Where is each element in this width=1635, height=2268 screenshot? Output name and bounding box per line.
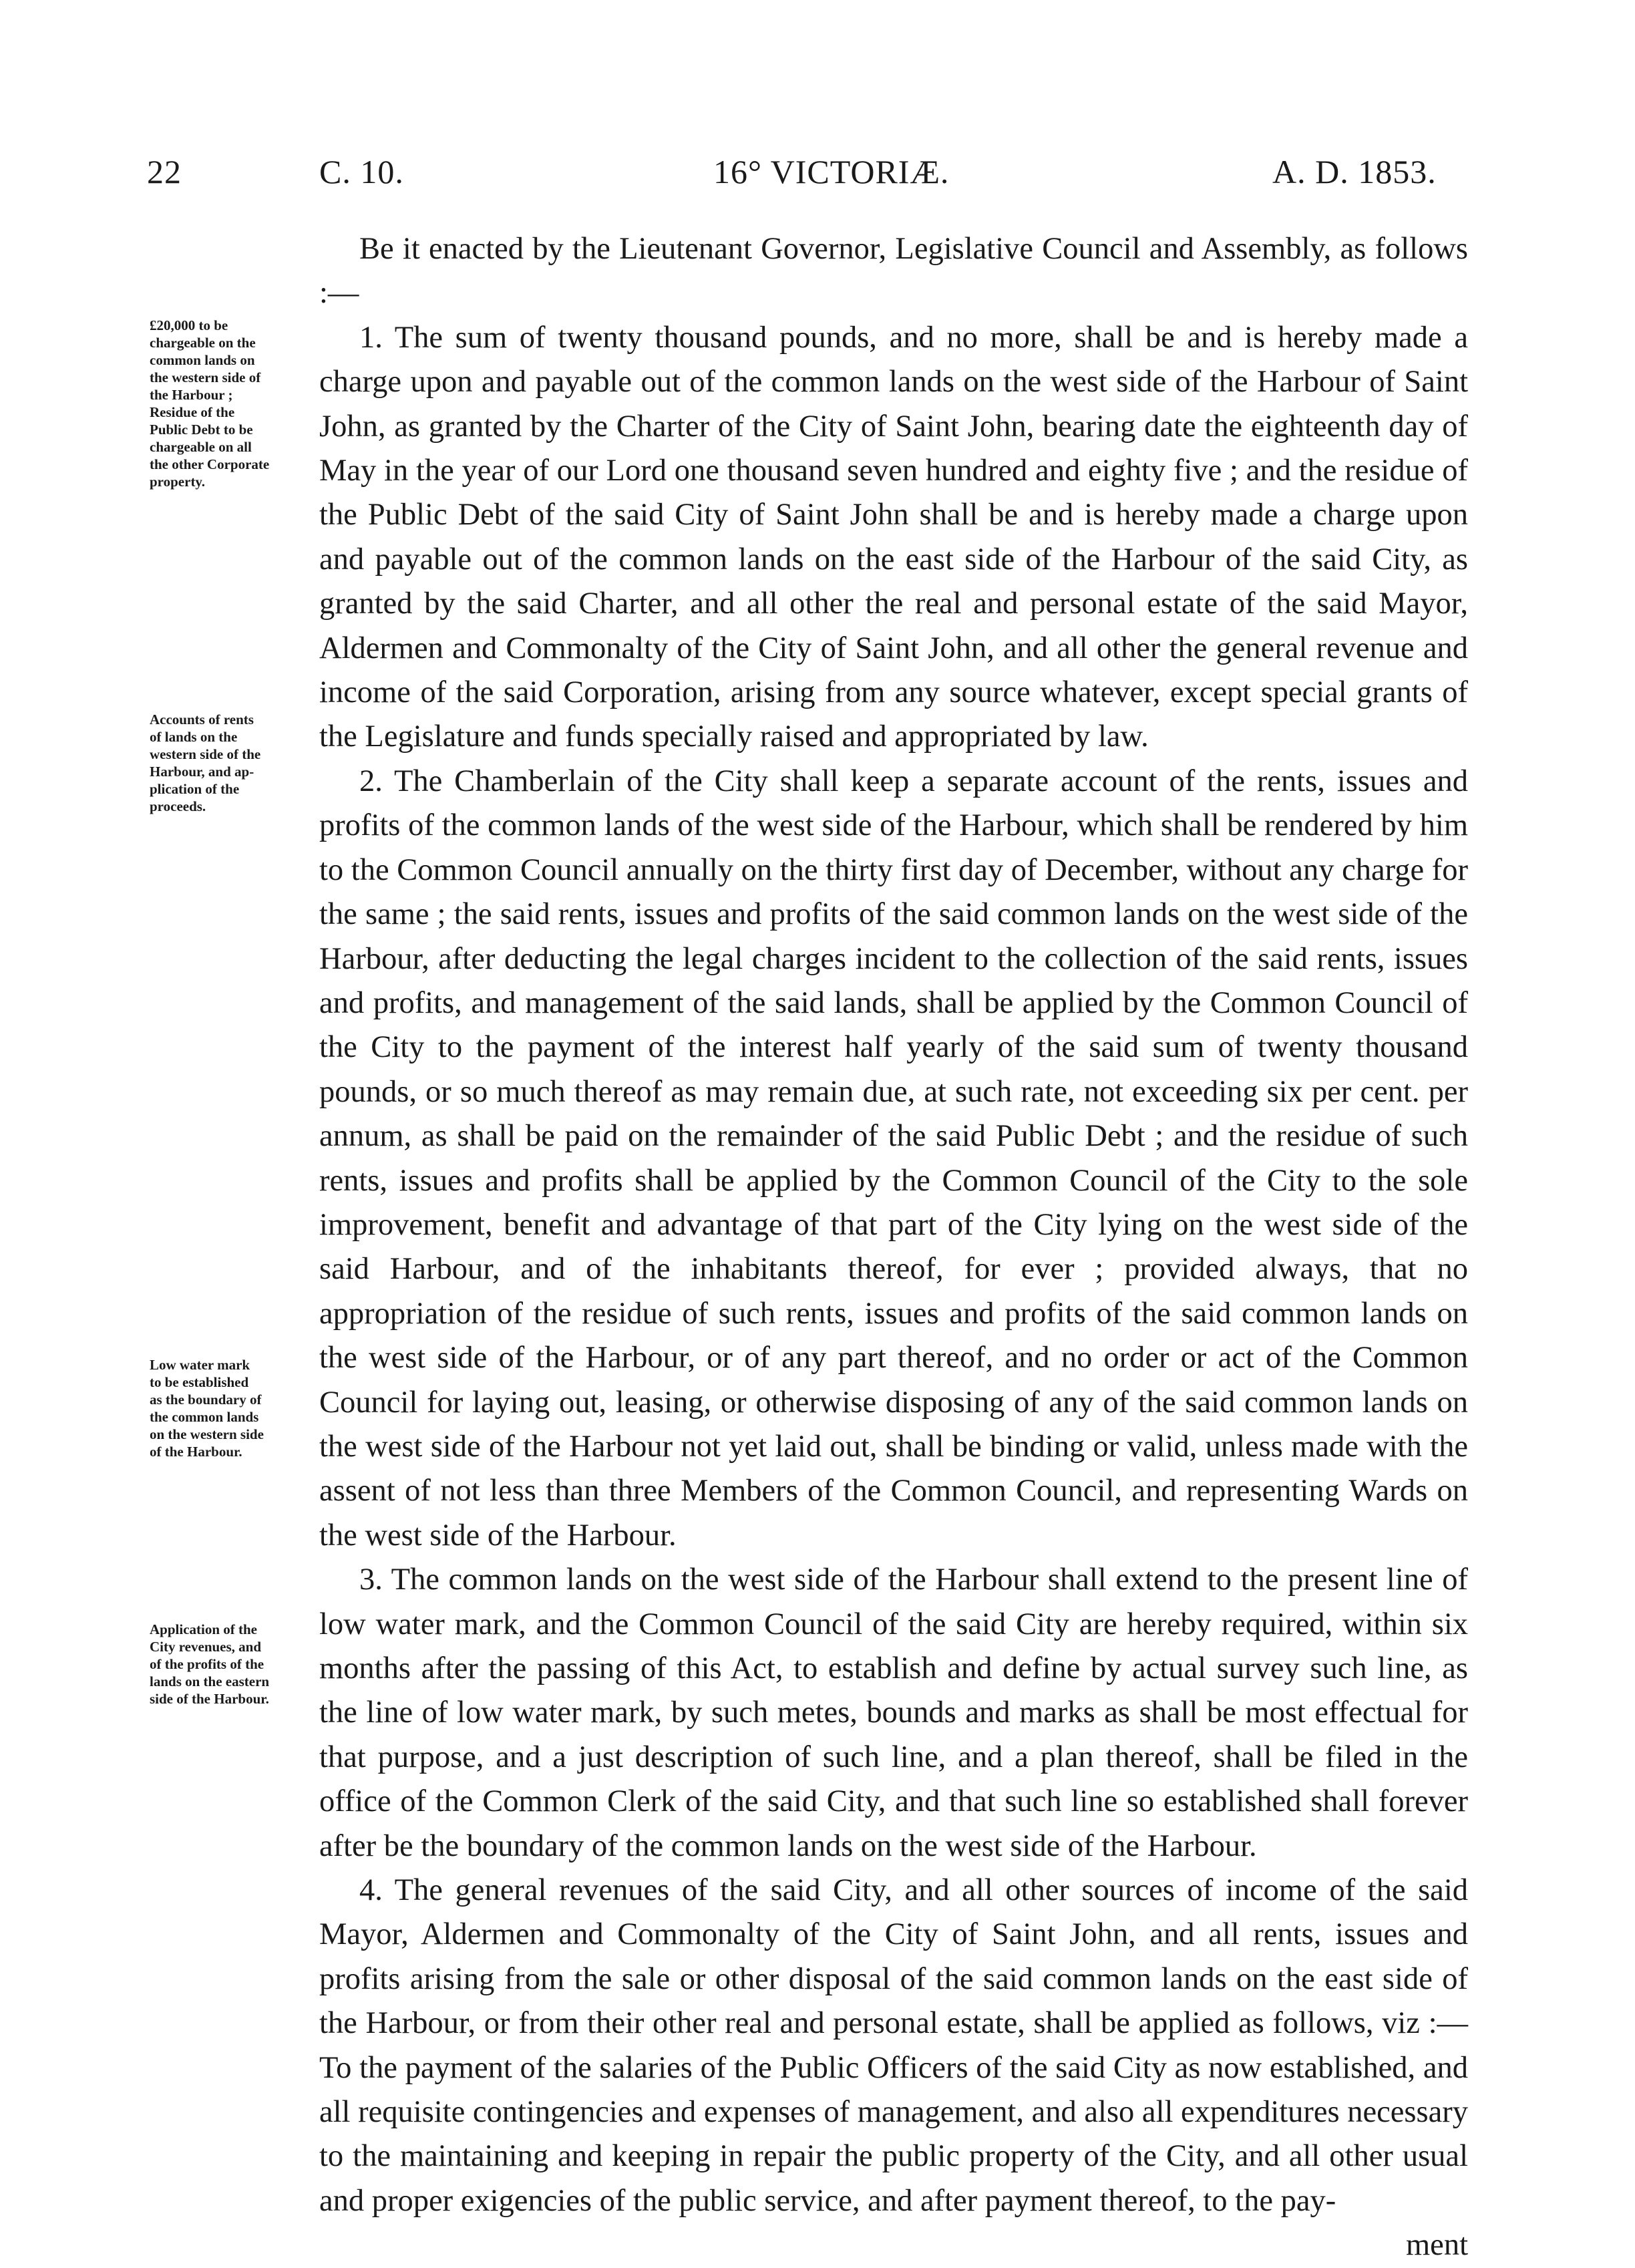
page-number: 22 (147, 153, 182, 190)
marginal-note-section-2: Accounts of rents of lands on the western side of the Harbour, and ap- plication of the proceeds. (150, 711, 261, 814)
marginal-note-section-3: Low water mark to be established as the boundary of the common lands on the western side of the Harbour. (150, 1357, 264, 1460)
enacting-clause: Be it enacted by the Lieutenant Governor, Legislative Council and Assembly, as follows :— (319, 232, 1468, 311)
statute-body (319, 227, 1468, 2268)
chapter-number: C. 10. (319, 153, 404, 190)
marginal-note-section-4: Application of the City revenues, and of the profits of the lands on the eastern side of the Harbour. (150, 1621, 270, 1707)
section-1: 1. The sum of twenty thousand pounds, and no more, shall be and is hereby made a charge upon and payable out of the common lands on the west side of the Harbour of Saint John, as granted by the Charter of the City of Saint John, bearing date the eighteenth day of May in the year of our Lord one thousand seven hundred and eighty five ; and the residue of the Public Debt of the said City of Saint John shall be and is hereby made a charge upon and payable out of the common lands on the east side of the Harbour of the said City, as granted by the said Charter, and all other the real and personal estate of the said Mayor, Aldermen and Commonalty of the City of Saint John, and all other the general revenue and income of the said Corporation, arising from any source whatever, except special grants of the Legislature and funds specially raised and appropriated by law. (319, 320, 1468, 754)
calendar-year: A. D. 1853. (1272, 153, 1437, 190)
running-header (0, 152, 1635, 212)
section-3: 3. The common lands on the west side of the Harbour shall extend to the present line of low water mark, and the Common Council of the said City are hereby required, within six months after the passing of this Act, to establish and define by actual survey such line, as the line of low water mark, by such metes, bounds and marks as shall be most effectual for that purpose, and a just description of such line, and a plan thereof, shall be filed in the office of the Common Clerk of the said City, and that such line so established shall forever after be the boundary of the common lands on the west side of the Harbour. (319, 1563, 1468, 1863)
regnal-year: 16° VICTORIÆ. (713, 153, 950, 190)
catchword: ment (1406, 2228, 1468, 2263)
section-4: 4. The general revenues of the said City, and all other sources of income of the said Mayor, Aldermen and Commonalty of the City of Saint John, and all rents, issues and profits arising from the sale or other disposal of the said common lands on the east side of the Harbour, or from their other real and personal estate, shall be applied as follows, viz :—To the payment of the salaries of the Public Officers of the said City as now established, and all requisite contingencies and expenses of management, and also all expenditures necessary to the maintaining and keeping in repair the public property of the City, and all other usual and proper exigencies of the public service, and after payment thereof, to the pay- (319, 1873, 1468, 2218)
section-2: 2. The Chamberlain of the City shall keep a separate account of the rents, issues and profits of the common lands of the west side of the Harbour, which shall be rendered by him to the Common Council annually on the thirty first day of December, without any charge for the same ; the said rents, issues and profits of the said common lands on the west side of the Harbour, after deducting the legal charges incident to the collection of the said rents, issues and profits, and management of the said lands, shall be applied by the Common Council of the City to the payment of the interest half yearly of the said sum of twenty thousand pounds, or so much thereof as may remain due, at such rate, not exceeding six per cent. per annum, as shall be paid on the remainder of the said Public Debt ; and the residue of such rents, issues and profits shall be applied by the Common Council of the City to the sole improvement, benefit and advantage of that part of the City lying on the west side of the said Harbour, and of the inhabitants thereof, for ever ; provided always, that no appropriation of the residue of such rents, issues and profits of the said common lands on the west side of the Harbour, or of any part thereof, and no order or act of the Common Council for laying out, leasing, or otherwise disposing of any of the said common lands on the west side of the Harbour not yet laid out, shall be binding or valid, unless made with the assent of not less than three Members of the Common Council, and representing Wards on the west side of the Harbour. (319, 764, 1468, 1553)
marginal-note-section-1: £20,000 to be chargeable on the common lands on the western side of the Harbour ; Residue of the Public Debt to be chargeable on all the other Corporate property. (150, 317, 270, 490)
